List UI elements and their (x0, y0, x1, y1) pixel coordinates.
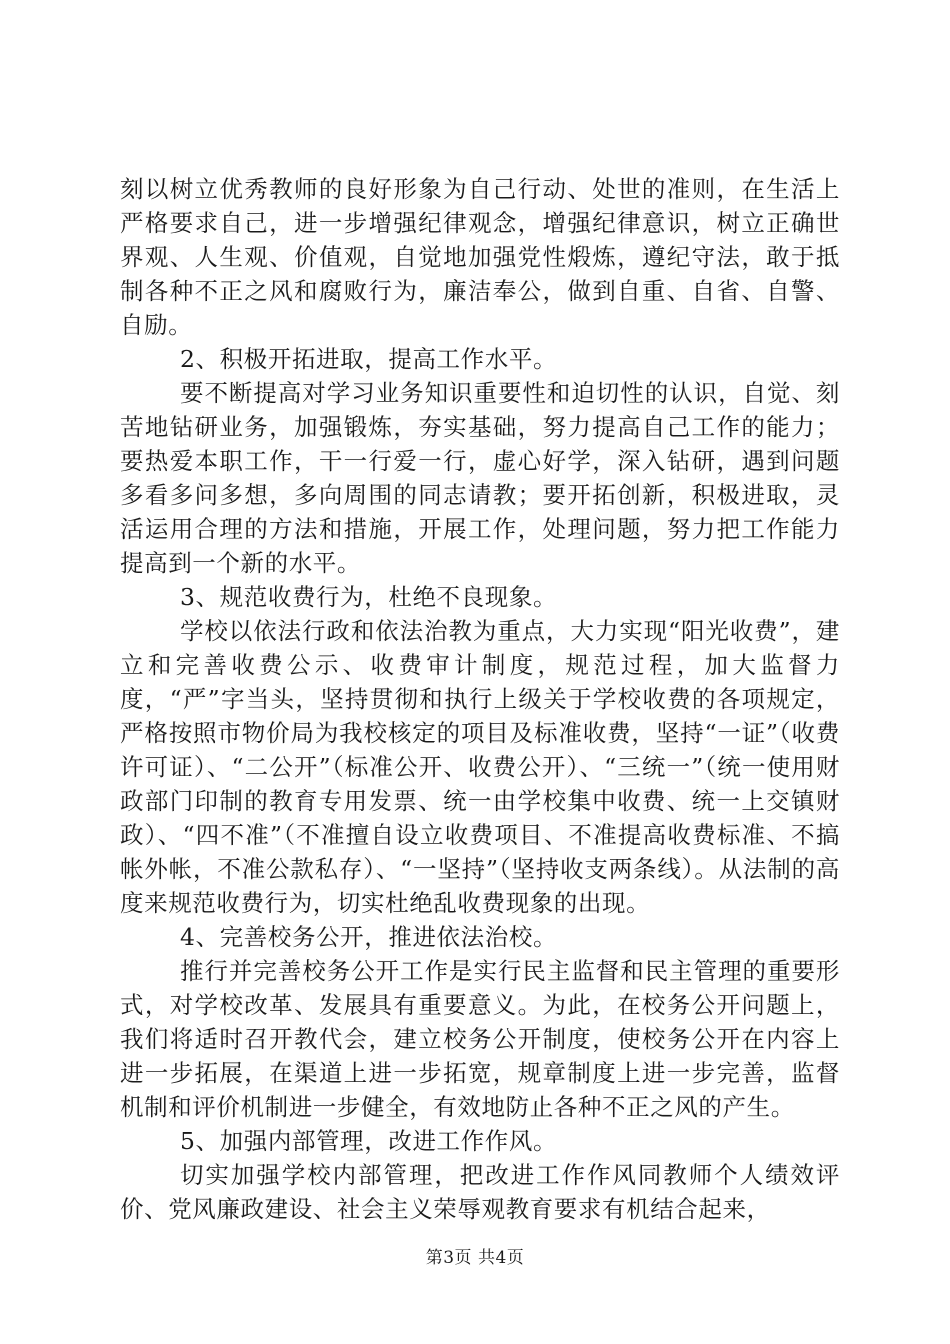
paragraph-1: 刻以树立优秀教师的良好形象为自己行动、处世的准则，在生活上严格要求自己，进一步增强纪律观念，增强纪律意识，树立正确世界观、人生观、价值观，自觉地加强党性煅炼，遵纪守法，敢于抵制各种不正之风和腐败行为，廉洁奉公，做到自重、自省、自警、自励。 (120, 175, 840, 339)
paragraph-2: 要不断提高对学习业务知识重要性和迫切性的认识，自觉、刻苦地钻研业务，加强锻炼，夯实基础，努力提高自己工作的能力；要热爱本职工作，干一行爱一行，虚心好学，深入钻研，遇到问题多看多问多想，多向周围的同志请教；要开拓创新，积极进取，灵活运用合理的方法和措施，开展工作，处理问题，努力把工作能力提高到一个新的水平。 (120, 379, 840, 577)
section-heading-2: 2、积极开拓进取，提高工作水平。 (180, 345, 558, 373)
section-heading-3: 3、规范收费行为，杜绝不良现象。 (180, 583, 558, 611)
paragraph-5: 切实加强学校内部管理，把改进工作作风同教师个人绩效评价、党风廉政建设、社会主义荣辱观教育要求有机结合起来， (120, 1161, 840, 1223)
paragraph-3: 学校以依法行政和依法治教为重点，大力实现“阳光收费”，建立和完善收费公示、收费审计制度，规范过程，加大监督力度，“严”字当头，坚持贯彻和执行上级关于学校收费的各项规定，严格按照市物价局为我校核定的项目及标准收费，坚持“一证”（收费许可证）、“二公开”（标准公开、收费公开）、“三统一”（统一使用财政部门印制的教育专用发票、统一由学校集中收费、统一上交镇财政）、“四不准”（不准擅自设立收费项目、不准提高收费标准、不搞帐外帐，不准公款私存）、“一坚持”（坚持收支两条线）。从法制的高度来规范收费行为，切实杜绝乱收费现象的出现。 (120, 617, 840, 917)
page-number-footer: 第3页 共4页 (425, 1248, 525, 1268)
paragraph-4: 推行并完善校务公开工作是实行民主监督和民主管理的重要形式，对学校改革、发展具有重要意义。为此，在校务公开问题上，我们将适时召开教代会，建立校务公开制度，使校务公开在内容上进一步拓展，在渠道上进一步拓宽，规章制度上进一步完善，监督机制和评价机制进一步健全，有效地防止各种不正之风的产生。 (120, 957, 840, 1121)
section-heading-5: 5、加强内部管理，改进工作作风。 (180, 1127, 558, 1155)
section-heading-4: 4、完善校务公开，推进依法治校。 (180, 923, 558, 951)
document-body (120, 172, 840, 1226)
